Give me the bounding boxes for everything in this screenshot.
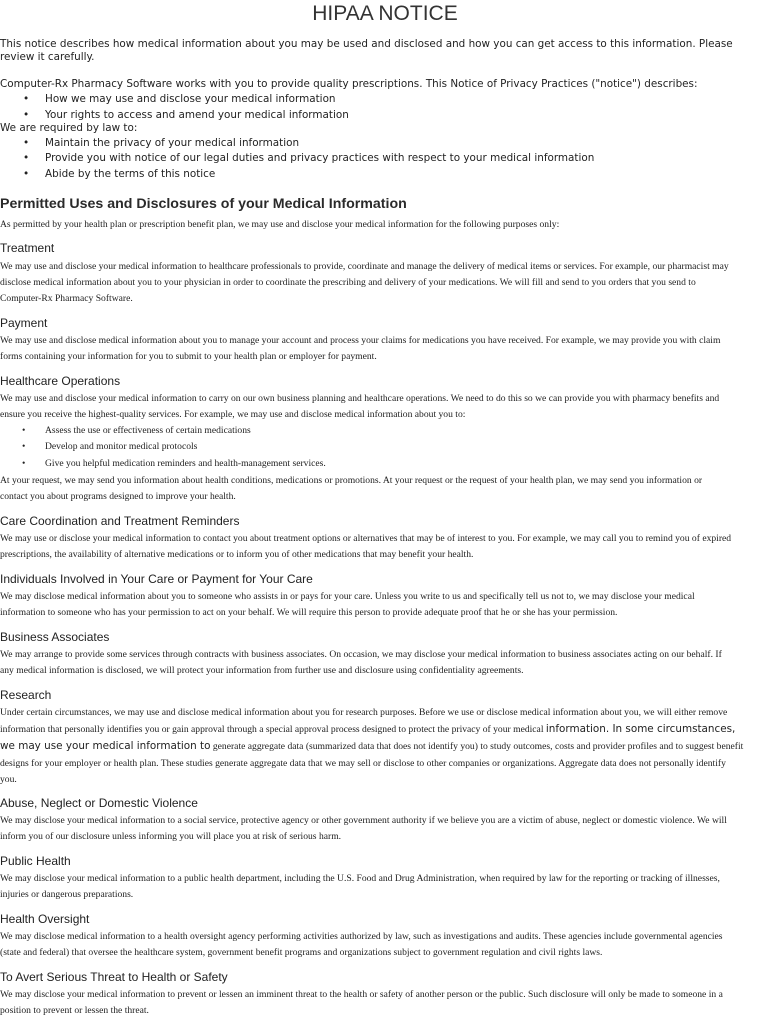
list-item: • Give you helpful medication reminders and health-management services. xyxy=(22,458,326,469)
oversight-text: We may disclose medical information to a health oversight agency performing activities authorized by law, such as investigations and audits. These agencies include governmental agencies (state and federal) that oversee the healthcare system, government benefit programs and organizations subject to government regulation and civil rights laws. xyxy=(0,931,723,959)
abuse-heading: Abuse, Neglect or Domestic Violence xyxy=(0,796,198,810)
payment-text: We may use and disclose medical information about you to manage your account and process your claims for medications you have received. For example, we may provide you with claim forms containing your information for you to submit to your health plan or employer for payment. xyxy=(0,335,721,363)
operations-text: We may use and disclose your medical information to carry on our own business planning and healthcare operations. We need to do this so we can provide you with pharmacy benefits and ensure you receive the highest-quality services. For example, we may use and disclose medical information about you to: xyxy=(0,393,720,421)
list-item: • How we may use and disclose your medical information xyxy=(23,93,336,105)
bullet-icon: • xyxy=(23,109,30,121)
bullet-icon: • xyxy=(22,425,26,436)
bullet-icon: • xyxy=(22,458,26,469)
list-item: • Provide you with notice of our legal duties and privacy practices with respect to your medical information xyxy=(23,152,595,164)
permitted-intro: As permitted by your health plan or prescription benefit plan, we may use and disclose your medical information for the following purposes only: xyxy=(0,219,560,230)
list-item: • Assess the use or effectiveness of certain medications xyxy=(22,425,251,436)
list-item: • Your rights to access and amend your medical information xyxy=(23,109,349,121)
individuals-heading: Individuals Involved in Your Care or Payment for Your Care xyxy=(0,572,313,586)
research-heading: Research xyxy=(0,688,52,702)
bullet-icon: • xyxy=(23,137,30,149)
list-item: • Abide by the terms of this notice xyxy=(23,168,216,180)
individuals-text: We may disclose medical information about you to someone who assists in or pays for your care. Unless you write to us and specifically tell us not to, we may disclose your medical information to someone who has your permission to act on your behalf. We will require this person to provide adequate proof that he or she has your permission. xyxy=(0,591,695,619)
bullet-icon: • xyxy=(22,441,26,452)
public-health-text: We may disclose your medical information to a public health department, including the U.S. Food and Drug Administration, when required by law for the reporting or tracking of illnesses, injuries or dangerous preparations. xyxy=(0,873,720,901)
associates-heading: Business Associates xyxy=(0,630,110,644)
list-item: • Maintain the privacy of your medical information xyxy=(23,137,300,149)
coordination-heading: Care Coordination and Treatment Reminders xyxy=(0,514,240,528)
list-item: • Develop and monitor medical protocols xyxy=(22,441,198,452)
coordination-text: We may use or disclose your medical information to contact you about treatment options or alternatives that may be of interest to you. For example, we may call you to remind you of expired prescriptions, the availability of alternative medications or to inform you of other medications that may benefit your health. xyxy=(0,533,732,561)
treatment-text: We may use and disclose your medical information to healthcare professionals to provide, coordinate and manage the delivery of medical items or services. For example, our pharmacist may disclose medical information about you to your physician in order to coordinate the prescribing and delivery of your medications. We will fill and send to you orders that you send to Computer-Rx Pharmacy Software. xyxy=(0,261,729,305)
abuse-text: We may disclose your medical information to a social service, protective agency or other government authority if we believe you are a victim of abuse, neglect or domestic violence. We will inform you of our disclosure unless informing you will place you at risk of serious harm. xyxy=(0,815,727,843)
threat-text: We may disclose your medical information to prevent or lessen an imminent threat to the health or safety of another person or the public. Such disclosure will only be made to someone in a position to prevent or lessen the threat. xyxy=(0,989,723,1017)
bullet-icon: • xyxy=(23,168,30,180)
notice-intro: This notice describes how medical information about you may be used and disclosed and how you can get access to this information. Please review it carefully. xyxy=(0,38,733,63)
public-health-heading: Public Health xyxy=(0,854,71,868)
threat-heading: To Avert Serious Threat to Health or Safety xyxy=(0,970,228,984)
operations-heading: Healthcare Operations xyxy=(0,374,121,388)
research-text: Under certain circumstances, we may use and disclose medical information about you for research purposes. Before we use or disclose medical information about you, we will either remove information that personally identifies you or gain approval through a special approval process designed to protect the privacy of your medical information. In some circumstances, we may use your medical information to generate aggregate data (summarized data that does not identify you) to study outcomes, costs and provider profiles and to suggest benefit designs for your employer or health plan. These studies generate aggregate data that we may sell or disclose to other companies or organizations. Aggregate data does not personally identify you. xyxy=(0,707,744,785)
operations-after-text: At your request, we may send you information about health conditions, medications or promotions. At your request or the request of your health plan, we may send you information or contact you about programs designed to improve your health. xyxy=(0,475,703,503)
payment-heading: Payment xyxy=(0,316,48,330)
associates-text: We may arrange to provide some services through contracts with business associates. On occasion, we may disclose your medical information to business associates acting on our behalf. If any medical information is disclosed, we will protect your information from further use and disclosure using confidentiality agreements. xyxy=(0,649,722,677)
bullet-icon: • xyxy=(23,93,30,105)
permitted-heading: Permitted Uses and Disclosures of your Medical Information xyxy=(0,196,407,212)
oversight-heading: Health Oversight xyxy=(0,912,90,926)
treatment-heading: Treatment xyxy=(0,241,55,255)
required-label: We are required by law to: xyxy=(0,122,138,134)
software-intro: Computer-Rx Pharmacy Software works with you to provide quality prescriptions. This Notice of Privacy Practices ("notice") describes: xyxy=(0,78,698,90)
bullet-icon: • xyxy=(23,152,30,164)
page-title: HIPAA NOTICE xyxy=(312,2,458,25)
